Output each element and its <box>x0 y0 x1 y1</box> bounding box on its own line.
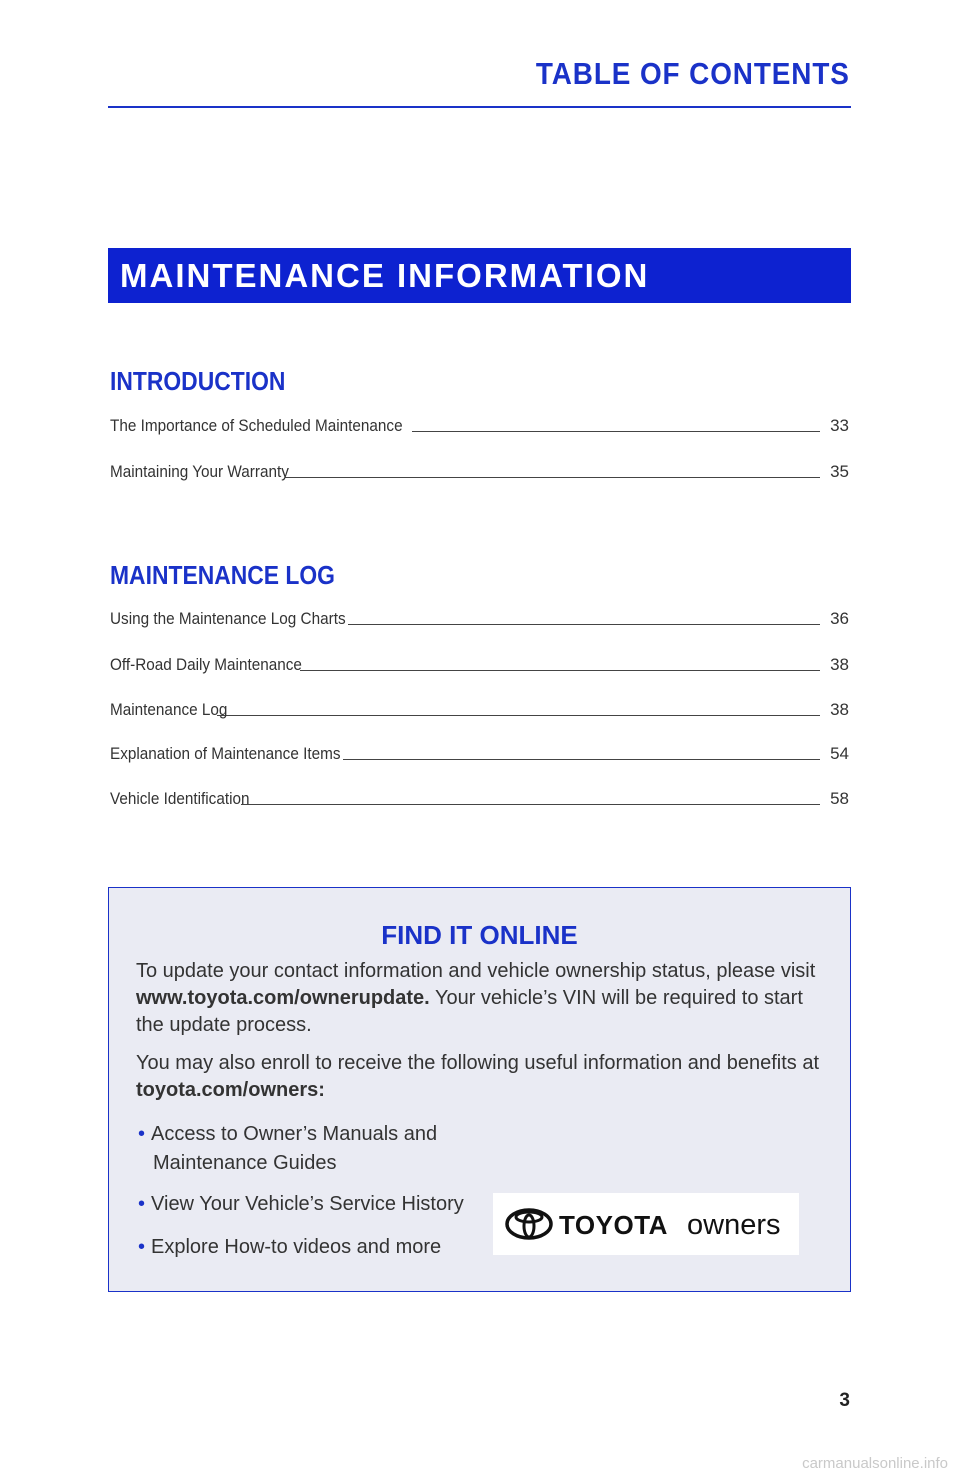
toc-entry[interactable] <box>110 785 849 809</box>
update-paragraph-rest: Your vehicle’s VIN will be required to start <box>434 987 803 1009</box>
toc-entry[interactable] <box>110 412 849 436</box>
header-divider <box>108 106 851 108</box>
toc-entry-page: 58 <box>830 789 849 808</box>
toc-entry-label: The Importance of Scheduled Maintenance <box>110 416 403 435</box>
toyota-owners-logo <box>493 1193 799 1255</box>
toc-entry-page: 36 <box>830 609 849 628</box>
bullet-icon: • <box>138 1236 146 1258</box>
toc-entry-label: Vehicle Identification <box>110 789 250 808</box>
bullet-text: Explore How-to videos and more <box>151 1236 442 1258</box>
toc-leader-line <box>348 624 820 625</box>
page-number: 3 <box>839 1390 850 1411</box>
toc-leader-line <box>285 477 820 478</box>
toc-leader-line <box>343 759 821 760</box>
enroll-paragraph-text: You may also enroll to receive the following useful information and benefits at <box>136 1052 819 1074</box>
section-heading-maintenance-log: MAINTENANCE LOG <box>110 560 335 590</box>
watermark: carmanualsonline.info <box>802 1455 948 1472</box>
bullet-icon: • <box>138 1193 146 1215</box>
toc-entry-label: Explanation of Maintenance Items <box>110 744 341 763</box>
toc-leader-line <box>241 804 820 805</box>
bullet-text-continued: Maintenance Guides <box>153 1152 337 1174</box>
update-paragraph <box>136 958 826 1039</box>
benefit-bullet <box>138 1191 478 1218</box>
owner-update-link[interactable]: www.toyota.com/ownerupdate. <box>136 987 430 1009</box>
toc-leader-line <box>412 431 821 432</box>
bullet-text: View Your Vehicle’s Service History <box>151 1193 464 1215</box>
enroll-paragraph <box>136 1050 826 1104</box>
owners-site-link[interactable]: toyota.com/owners: <box>136 1079 325 1101</box>
logo-suffix-text: owners <box>687 1209 781 1241</box>
toc-entry-label: Maintaining Your Warranty <box>110 462 289 481</box>
toc-entry-label: Maintenance Log <box>110 700 228 719</box>
banner-title: MAINTENANCE INFORMATION <box>120 256 650 294</box>
section-banner <box>108 248 851 303</box>
toc-entry-page: 35 <box>830 462 849 481</box>
bullet-text: Access to Owner’s Manuals and <box>151 1123 438 1145</box>
update-paragraph-end: the update process. <box>136 1014 312 1036</box>
toc-entry-page: 33 <box>830 416 849 435</box>
update-paragraph-text: To update your contact information and vehicle ownership status, please visit <box>136 960 816 982</box>
logo-brand-text: TOYOTA <box>559 1210 668 1240</box>
find-online-title: FIND IT ONLINE <box>381 920 578 950</box>
benefit-bullet <box>138 1121 478 1177</box>
toc-entry-label: Using the Maintenance Log Charts <box>110 609 346 628</box>
toc-entry-page: 38 <box>830 700 849 719</box>
toc-entry[interactable] <box>110 740 849 764</box>
page-title: TABLE OF CONTENTS <box>536 56 850 91</box>
benefit-bullet <box>138 1234 478 1261</box>
section-heading-introduction: INTRODUCTION <box>110 366 286 396</box>
toc-entry[interactable] <box>110 605 849 629</box>
toc-entry[interactable] <box>110 458 849 482</box>
toc-leader-line <box>217 715 820 716</box>
toc-entry[interactable] <box>110 696 849 720</box>
toc-leader-line <box>300 670 820 671</box>
bullet-icon: • <box>138 1123 146 1145</box>
toc-entry-page: 38 <box>830 655 849 674</box>
toc-entry-label: Off-Road Daily Maintenance <box>110 655 302 674</box>
toc-entry-page: 54 <box>830 744 849 763</box>
toyota-emblem-icon <box>501 1202 791 1246</box>
toc-entry[interactable] <box>110 651 849 675</box>
